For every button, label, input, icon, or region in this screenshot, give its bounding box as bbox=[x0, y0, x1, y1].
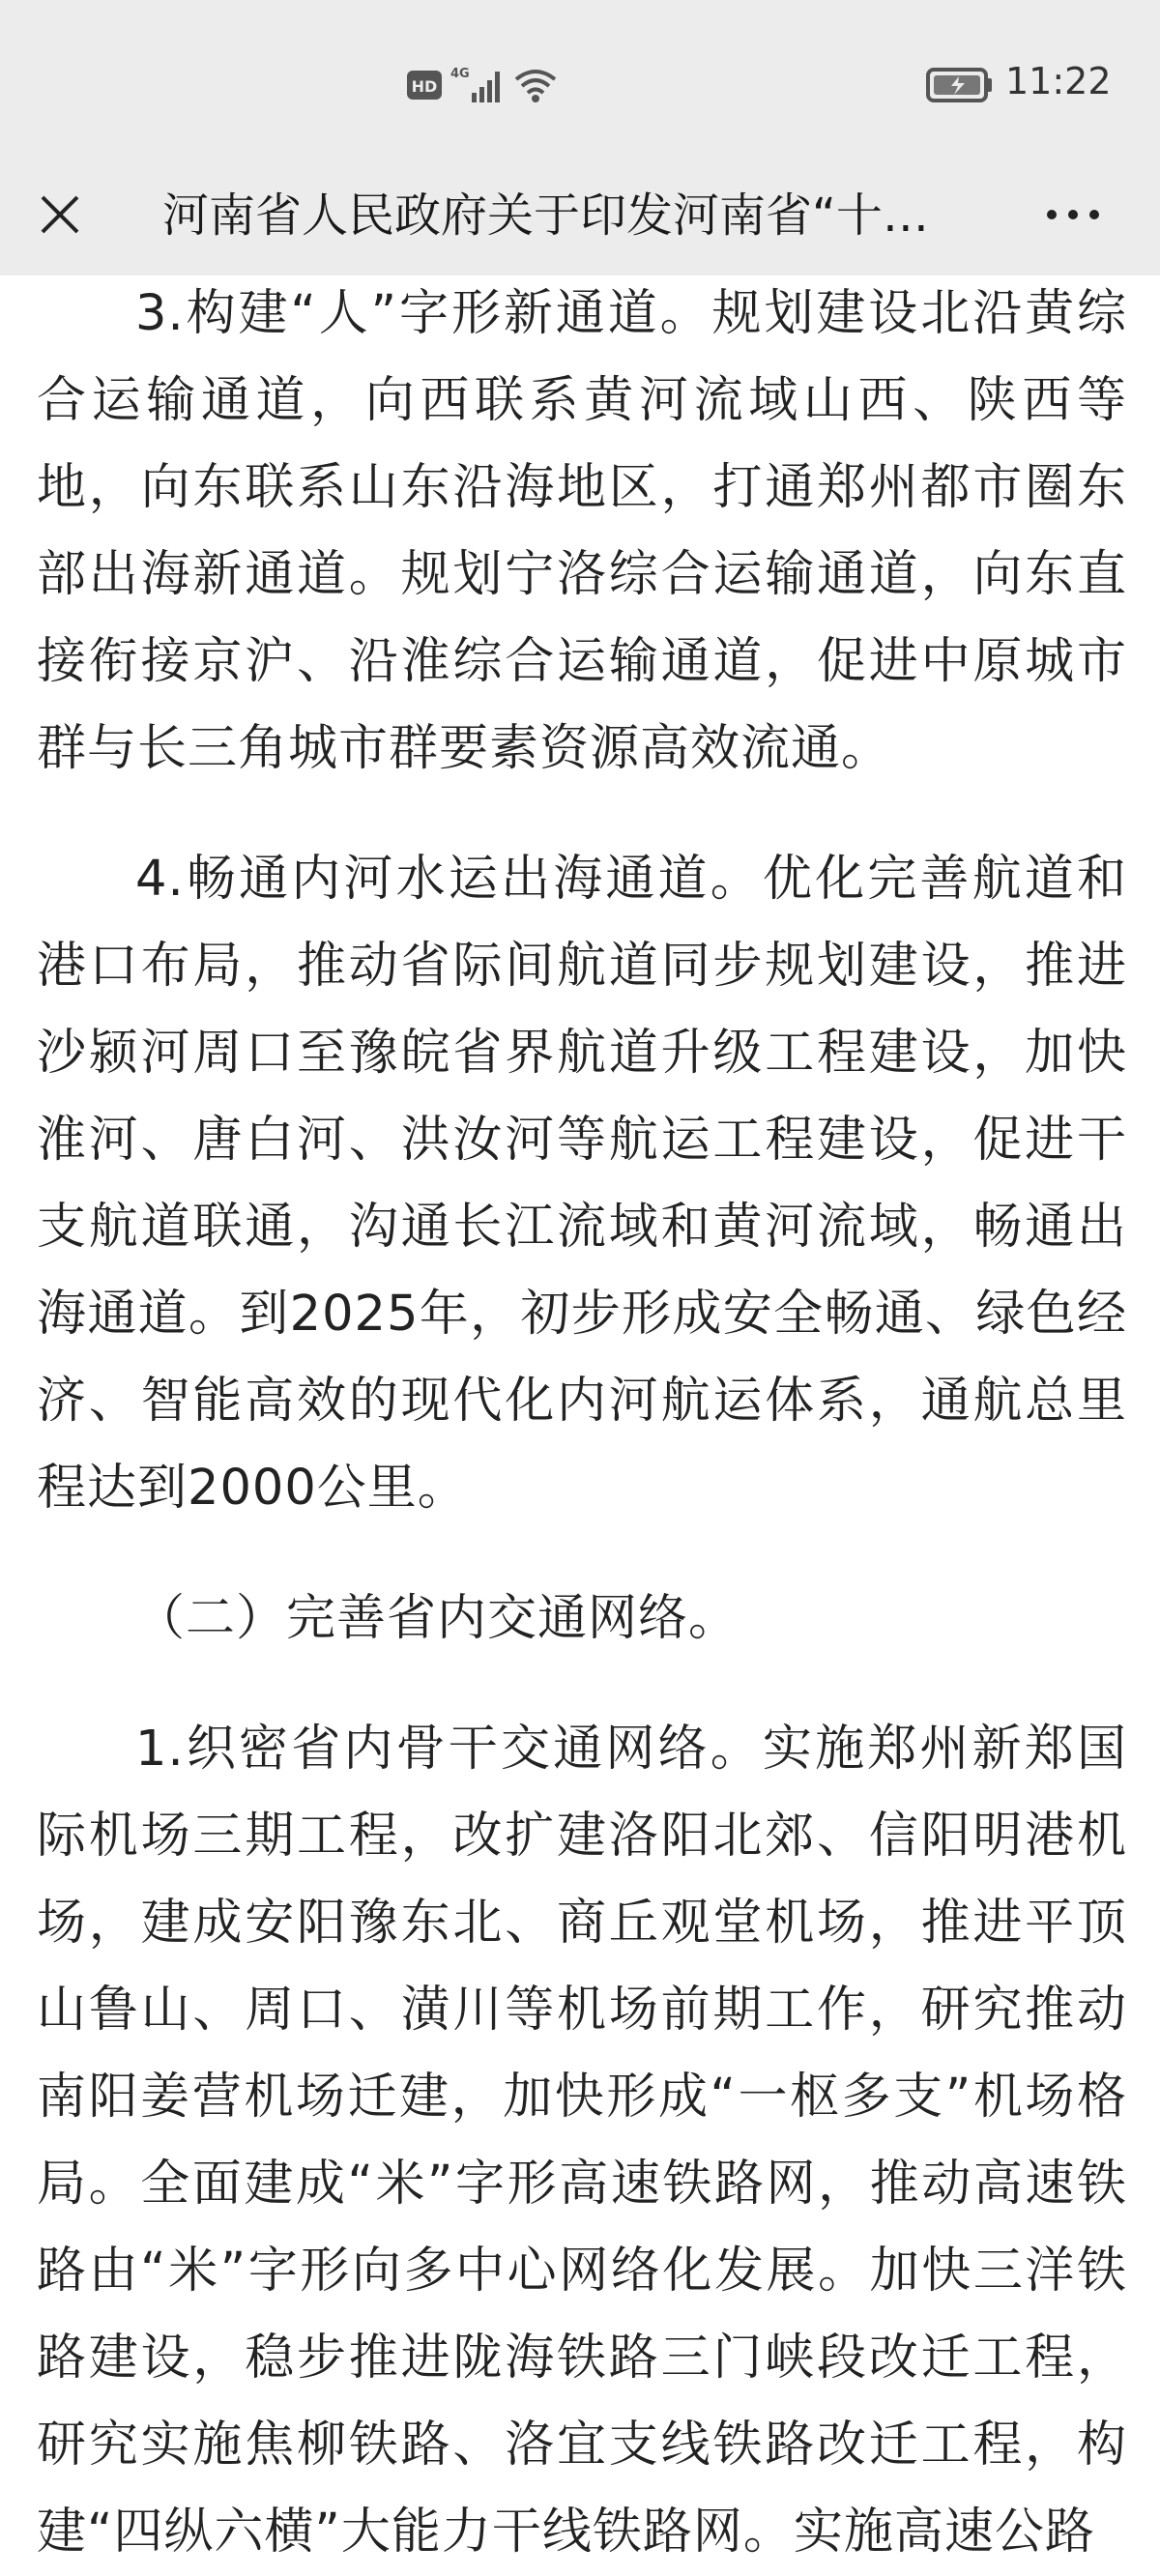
wifi-icon bbox=[512, 64, 559, 106]
status-icons bbox=[406, 64, 559, 106]
svg-text:HD: HD bbox=[411, 77, 438, 96]
status-time: 11:22 bbox=[1005, 60, 1112, 102]
paragraph-4-inland-waterway: 4.畅通内河水运出海通道。优化完善航道和港口布局，推动省际间航道同步规划建设，推进沙颍河周口至豫皖省界航道升级工程建设，加快淮河、唐白河、洪汝河等航运工程建设，促进干支航道联通，沟通长江流域和黄河流域，畅通出海通道。到2025年，初步形成安全畅通、绿色经济、智能高效的现代化内河航运体系，通航总里程达到2000公里。 bbox=[37, 851, 1127, 1517]
hd-icon bbox=[406, 69, 443, 101]
section-heading: （二）完善省内交通网络。 bbox=[135, 1590, 740, 1647]
status-bar bbox=[0, 0, 1160, 155]
title-bar bbox=[0, 155, 1160, 275]
svg-text:4G: 4G bbox=[450, 67, 470, 81]
article-body bbox=[37, 271, 1127, 2576]
more-button[interactable] bbox=[1025, 176, 1121, 253]
battery-icon bbox=[926, 66, 994, 104]
close-icon bbox=[39, 193, 81, 236]
page-title: 河南省人民政府关于印发河南省“十… bbox=[162, 188, 929, 243]
more-icon bbox=[1044, 207, 1102, 222]
paragraph-1-backbone-network: 1.织密省内骨干交通网络。实施郑州新郑国际机场三期工程，改扩建洛阳北郊、信阳明港机场，建成安阳豫东北、商丘观堂机场，推进平顶山鲁山、周口、潢川等机场前期工作，研究推动南阳姜营机场迁建，加快形成“一枢多支”机场格局。全面建成“米”字形高速铁路网，推动高速铁路由“米”字形向多中心网络化发展。加快三洋铁路建设，稳步推进陇海铁路三门峡段改迁工程，研究实施焦柳铁路、洛宜支线铁路改迁工程，构建“四纵六横”大能力干线铁路网。实施高速公路 bbox=[37, 1721, 1127, 2561]
signal-icon bbox=[449, 64, 507, 106]
paragraph-3-new-corridor: 3.构建“人”字形新通道。规划建设北沿黄综合运输通道，向西联系黄河流域山西、陕西等地，向东联系山东沿海地区，打通郑州都市圈东部出海新通道。规划宁洛综合运输通道，向东直接衔接京沪、沿淮综合运输通道，促进中原城市群与长三角城市群要素资源高效流通。 bbox=[37, 285, 1127, 777]
close-button[interactable] bbox=[21, 176, 99, 253]
